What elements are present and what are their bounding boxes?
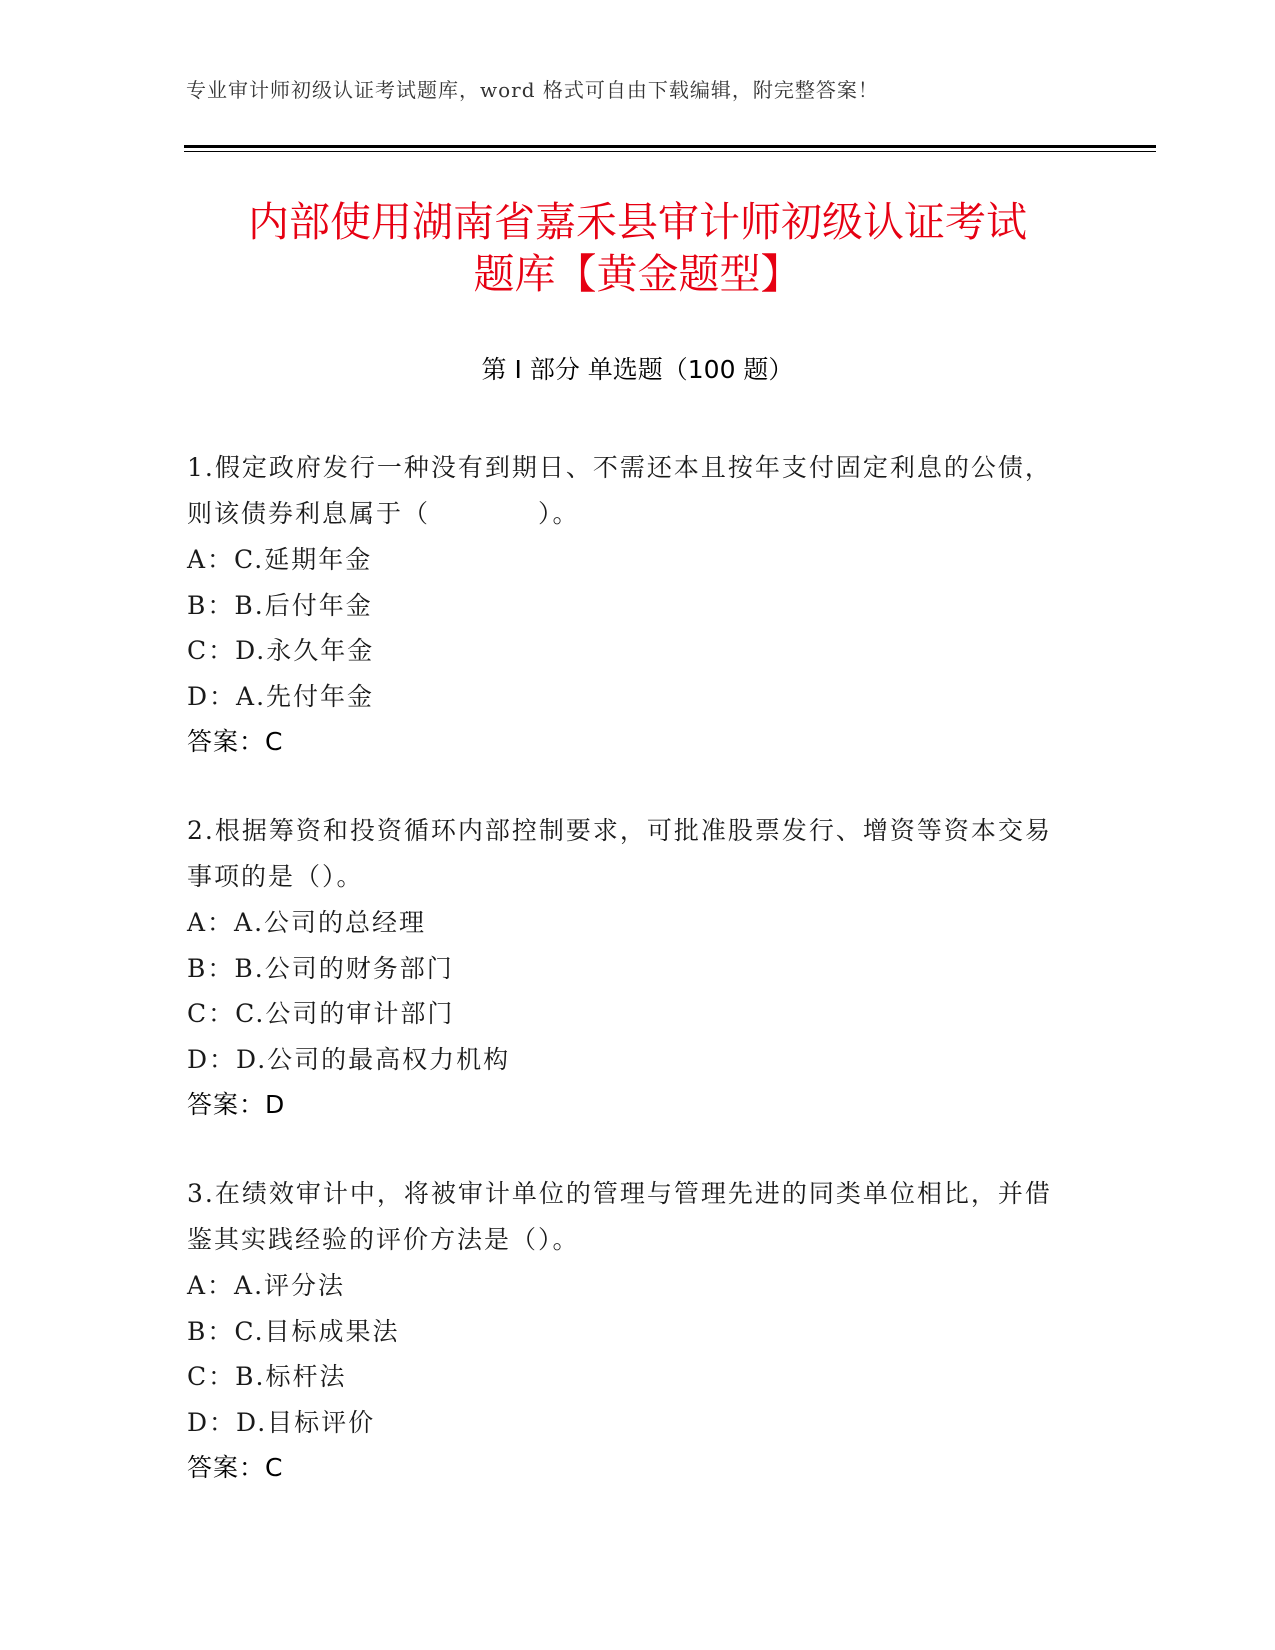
question-option-b: B：C.目标成果法 — [187, 1316, 400, 1346]
question-option-c: C：D.永久年金 — [187, 636, 375, 665]
question-option-a: A：C.延期年金 — [187, 545, 373, 574]
document-title-line1: 内部使用湖南省嘉禾县审计师初级认证考试 — [248, 198, 1027, 246]
question-option-d: D：A.先付年金 — [187, 681, 375, 711]
document-title-line2: 题库【黄金题型】 — [473, 250, 802, 298]
question-option-d: D：D.公司的最高权力机构 — [187, 1044, 511, 1074]
question-option-a: A：A.公司的总经理 — [187, 908, 427, 937]
header-rule-thin — [184, 151, 1156, 152]
question-stem: 3.在绩效审计中，将被审计单位的管理与管理先进的同类单位相比，并借鉴其实践经验的评价方法是（）。 — [187, 1179, 1052, 1254]
section-heading: 第 I 部分 单选题（100 题） — [481, 355, 794, 384]
question-stem: 2.根据筹资和投资循环内部控制要求，可批准股票发行、增资等资本交易事项的是（）。 — [187, 816, 1052, 891]
question-option-c: C：B.标杆法 — [187, 1362, 347, 1391]
question-answer: 答案：D — [187, 1090, 286, 1119]
question-option-a: A：A.评分法 — [187, 1271, 346, 1300]
question-stem: 1.假定政府发行一种没有到期日、不需还本且按年支付固定利息的公债，则该债券利息属于（ ）。 — [187, 453, 1052, 528]
document-title — [150, 196, 1125, 300]
header-note: 专业审计师初级认证考试题库，word 格式可自由下载编辑，附完整答案！ — [186, 78, 879, 102]
question-block-2 — [187, 808, 1067, 1128]
question-option-c: C：C.公司的审计部门 — [187, 999, 455, 1028]
question-answer: 答案：C — [187, 1453, 284, 1482]
header-rule-thick — [184, 145, 1156, 148]
question-answer: 答案：C — [187, 727, 284, 756]
question-option-b: B：B.公司的财务部门 — [187, 953, 454, 983]
question-block-1 — [187, 445, 1067, 765]
question-option-b: B：B.后付年金 — [187, 590, 373, 620]
question-block-3 — [187, 1171, 1067, 1491]
question-option-d: D：D.目标评价 — [187, 1407, 376, 1437]
